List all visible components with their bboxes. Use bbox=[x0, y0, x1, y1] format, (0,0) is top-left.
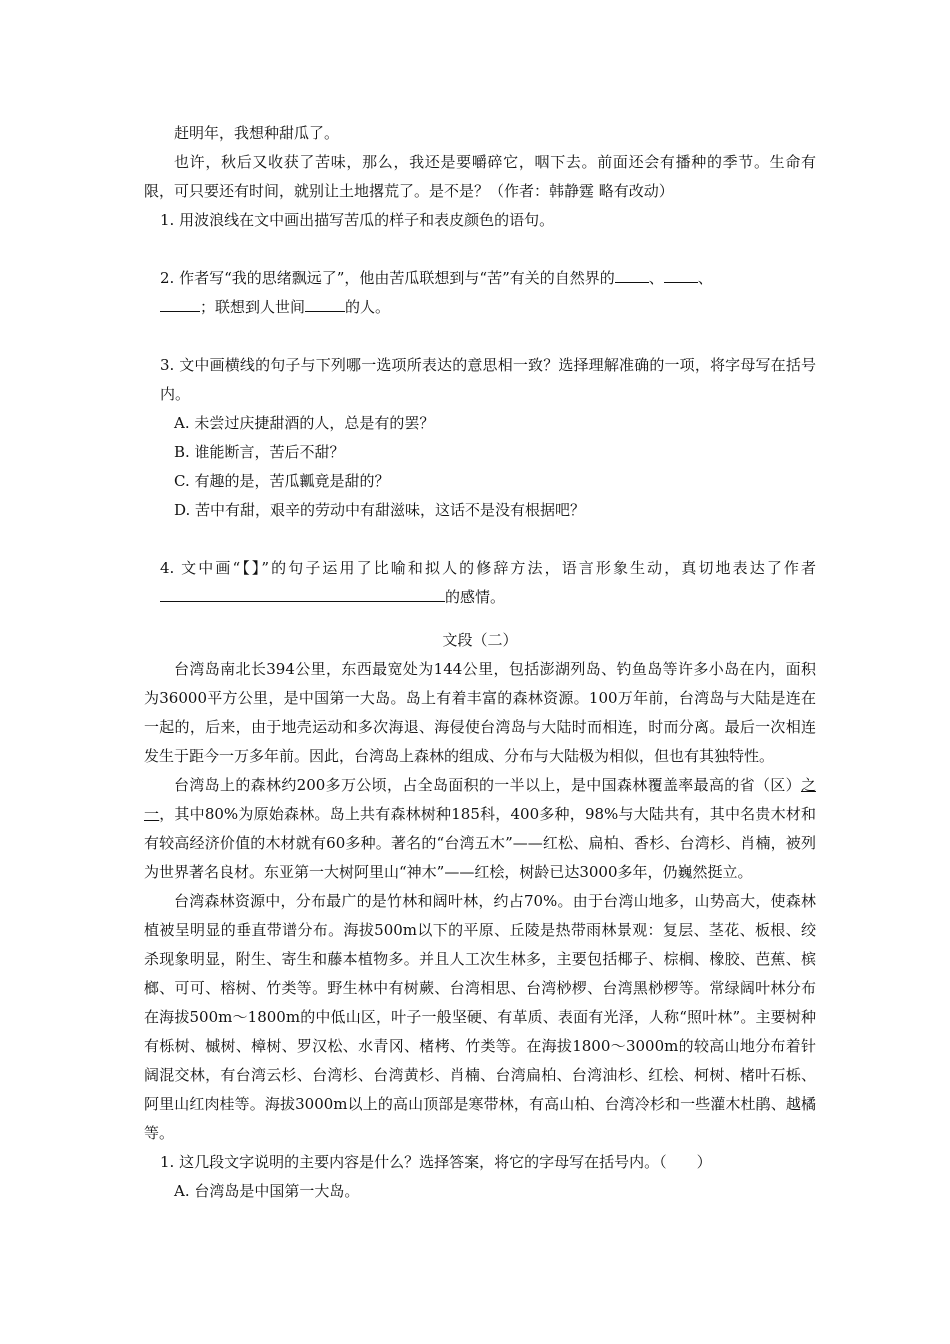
answer-blank[interactable] bbox=[160, 294, 200, 312]
answer-blank[interactable] bbox=[305, 294, 345, 312]
section2-question-1: 1. 这几段文字说明的主要内容是什么？选择答案，将它的字母写在括号内。（ ） bbox=[160, 1153, 712, 1171]
question-3-option-d: D. 苦中有甜，艰辛的劳动中有甜滋味，这话不是没有根据吧？ bbox=[174, 501, 586, 519]
section-title: 文段（二） bbox=[442, 631, 518, 649]
question-4: 4. 文中画“【】”的句子运用了比喻和拟人的修辞方法，语言形象生动，真切地表达了作者的感情。 bbox=[160, 559, 816, 606]
answer-blank[interactable] bbox=[664, 265, 698, 283]
paragraph-taiwan-forest: 台湾岛上的森林约200多万公顷，占全岛面积的一半以上，是中国森林覆盖率最高的省（区）之一，其中80%为原始森林。岛上共有森林树种185科，400多种，98%与大陆共有，其中名贵木材和有较高经济价值的木材就有60多种。著名的“台湾五木”——红松、扁柏、香杉、台湾杉、肖楠，被列为世界著名良材。东亚第一大树阿里山“神木”——红桧，树龄已达3000多年，仍巍然挺立。 bbox=[144, 776, 816, 881]
document-content bbox=[144, 119, 816, 1206]
paragraph-taiwan-island: 台湾岛南北长394公里，东西最宽处为144公里，包括澎湖列岛、钓鱼岛等许多小岛在内，面积为36000平方公里，是中国第一大岛。岛上有着丰富的森林资源。100万年前，台湾岛与大陆是连在一起的，后来，由于地壳运动和多次海退、海侵使台湾岛与大陆时而相连，时而分离。最后一次相连发生于距今一万多年前。因此，台湾岛上森林的组成、分布与大陆极为相似，但也有其独特性。 bbox=[144, 660, 816, 765]
question-4-text: 4. 文中画“【】”的句子运用了比喻和拟人的修辞方法，语言形象生动，真切地表达了作者 bbox=[160, 559, 816, 577]
section2-question-1-option-a: A. 台湾岛是中国第一大岛。 bbox=[174, 1182, 360, 1200]
question-1: 1. 用波浪线在文中画出描写苦瓜的样子和表皮颜色的语句。 bbox=[160, 211, 555, 229]
question-2-text: 2. 作者写“我的思绪飘远了”，他由苦瓜联想到与“苦”有关的自然界的 bbox=[160, 269, 615, 287]
answer-blank[interactable] bbox=[615, 265, 649, 283]
question-3-option-c: C. 有趣的是，苦瓜瓤竟是甜的？ bbox=[174, 472, 390, 490]
question-3-option-a: A. 未尝过庆捷甜酒的人，总是有的罢？ bbox=[174, 414, 435, 432]
question-3-option-b: B. 谁能断言，苦后不甜？ bbox=[174, 443, 345, 461]
paragraph-closing: 也许，秋后又收获了苦味，那么，我还是要嚼碎它，咽下去。前面还会有播种的季节。生命有限，可只要还有时间，就别让土地撂荒了。是不是？（作者：韩静霆 略有改动） bbox=[144, 153, 816, 200]
answer-blank[interactable] bbox=[160, 584, 445, 602]
underlined-word: 之一 bbox=[144, 776, 816, 823]
paragraph-forest-distribution: 台湾森林资源中，分布最广的是竹林和阔叶林，约占70%。由于台湾山地多，山势高大，使森林植被呈明显的垂直带谱分布。海拔500m以下的平原、丘陵是热带雨林景观：复层、茎花、板根、绞杀现象明显，附生、寄生和藤本植物多。并且人工次生林多，主要包括椰子、棕榈、橡胶、芭蕉、槟榔、可可、榕树、竹类等。野生林中有树蕨、台湾相思、台湾桫椤、台湾黑桫椤等。常绿阔叶林分布在海拔500m～1800m的中低山区，叶子一般坚硬、有革质、表面有光泽，人称“照叶林”。主要树种有栎树、槭树、樟树、罗汉松、水青冈、楮栲、竹类等。在海拔1800～3000m的较高山地分布着针阔混交林，有台湾云杉、台湾杉、台湾黄杉、肖楠、台湾扁柏、台湾油杉、红桧、柯树、楮叶石栎、阿里山红肉桂等。海拔3000m以上的高山顶部是寒带林，有高山柏、台湾冷杉和一些灌木杜鹃、越橘等。 bbox=[144, 892, 816, 1142]
paragraph-sweet-melon: 赶明年，我想种甜瓜了。 bbox=[174, 124, 340, 142]
question-3: 3. 文中画横线的句子与下列哪一选项所表达的意思相一致？选择理解准确的一项，将字母写在括号内。 bbox=[160, 356, 816, 403]
question-2: 2. 作者写“我的思绪飘远了”，他由苦瓜联想到与“苦”有关的自然界的 、 、 ；联想到人世间 的人。 bbox=[144, 264, 816, 322]
